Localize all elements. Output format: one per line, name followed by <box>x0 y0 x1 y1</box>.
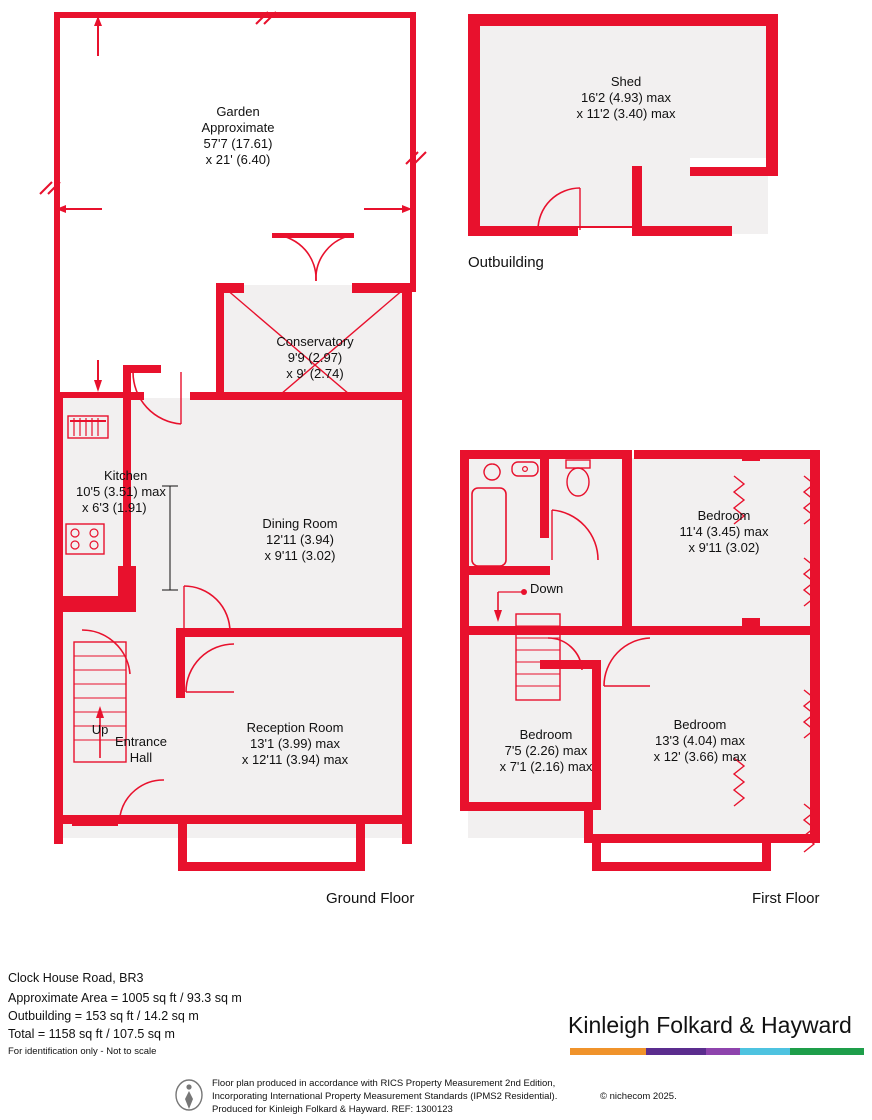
ground-bay-window-glass <box>187 848 356 857</box>
footer-outbuilding: Outbuilding = 153 sq ft / 14.2 sq m <box>8 1009 199 1023</box>
dining-door-swing <box>182 582 242 637</box>
ground-bay-bottom <box>178 862 365 871</box>
bedroom1-wall-left <box>622 450 632 626</box>
brand-swatch-1 <box>570 1048 646 1055</box>
shed-wall-bottom-right <box>632 226 732 236</box>
down-arrow <box>488 560 534 626</box>
garden-label: Garden Approximate 57'7 (17.61) x 21' (6.40) <box>201 104 275 167</box>
ground-wall-left <box>54 392 63 844</box>
ground-wall-right <box>402 392 412 844</box>
shed-wall-right-lower <box>690 166 778 176</box>
footer-disclaimer: For identification only - Not to scale <box>8 1046 157 1057</box>
kitchen-door-swing <box>131 370 191 432</box>
shed-label: Shed 16'2 (4.93) max x 11'2 (3.40) max <box>576 74 676 121</box>
conservatory-wall-top-left <box>216 283 244 293</box>
shed-wall-left <box>468 14 480 236</box>
up-annotation: Up <box>91 722 109 737</box>
credit-line-2: Incorporating International Property Measurement Standards (IPMS2 Residential). <box>212 1091 558 1102</box>
ground-floor-title: Ground Floor <box>326 890 415 907</box>
brand-name: Kinleigh Folkard & Hayward <box>568 1012 852 1038</box>
bedroom2-door-swing <box>600 636 656 692</box>
down-annotation: Down <box>530 581 564 596</box>
front-door-swing <box>118 778 178 822</box>
bedroom3-label: Bedroom 7'5 (2.26) max x 7'1 (2.16) max <box>499 727 593 774</box>
bedroom2-label: Bedroom 13'3 (4.04) max x 12' (3.66) max <box>653 717 747 764</box>
footer-address: Clock House Road, BR3 <box>8 971 144 985</box>
brand-swatch-4 <box>740 1048 790 1055</box>
first-floor-title: First Floor <box>752 890 820 907</box>
bedroom1-label: Bedroom 11'4 (3.45) max x 9'11 (3.02) <box>679 508 769 555</box>
conservatory-label: Conservatory 9'9 (2.97) x 9' (2.74) <box>276 334 354 381</box>
surveyor-badge-icon <box>174 1078 206 1112</box>
shed-wall-top <box>468 14 778 26</box>
reception-room-label: Reception Room 13'1 (3.99) max x 12'11 (3.94) max <box>241 720 349 767</box>
footer-total: Total = 1158 sq ft / 107.5 sq m <box>8 1027 175 1041</box>
credit-line-3: Produced for Kinleigh Folkard & Hayward. REF: 1300123 <box>212 1104 453 1115</box>
ground-porch-step <box>72 815 118 826</box>
first-right-wall-notch-a <box>742 452 760 461</box>
reception-door-swing <box>182 640 244 696</box>
dining-room-label: Dining Room 12'11 (3.94) x 9'11 (3.02) <box>262 516 338 563</box>
credit-copyright: © nichecom 2025. <box>600 1091 677 1102</box>
entrance-hall-label: Entrance Hall <box>114 734 168 765</box>
credit-line-1: Floor plan produced in accordance with RICS Property Measurement 2nd Edition, <box>212 1078 556 1089</box>
conservatory-double-doors <box>268 233 363 293</box>
first-wall-bottom-left <box>460 802 592 811</box>
brand-swatch-5 <box>790 1048 864 1055</box>
shed-door-swing <box>534 186 590 234</box>
brand-swatch-2 <box>646 1048 706 1055</box>
bathroom-door-swing <box>548 508 604 568</box>
shed-window-right <box>690 158 766 167</box>
ground-wall-top-right <box>190 392 412 400</box>
garden-down-arrow <box>88 360 118 396</box>
shed-interior <box>478 24 768 234</box>
brand-swatch-3 <box>706 1048 740 1055</box>
hall-stub-wall <box>118 566 136 612</box>
outbuilding-title: Outbuilding <box>468 254 544 271</box>
footer-area: Approximate Area = 1005 sq ft / 93.3 sq m <box>8 991 242 1005</box>
kitchen-label: Kitchen 10'5 (3.51) max x 6'3 (1.91) <box>76 468 166 515</box>
first-right-wall-notch-b <box>742 618 760 627</box>
shed-wall-right <box>766 14 778 166</box>
